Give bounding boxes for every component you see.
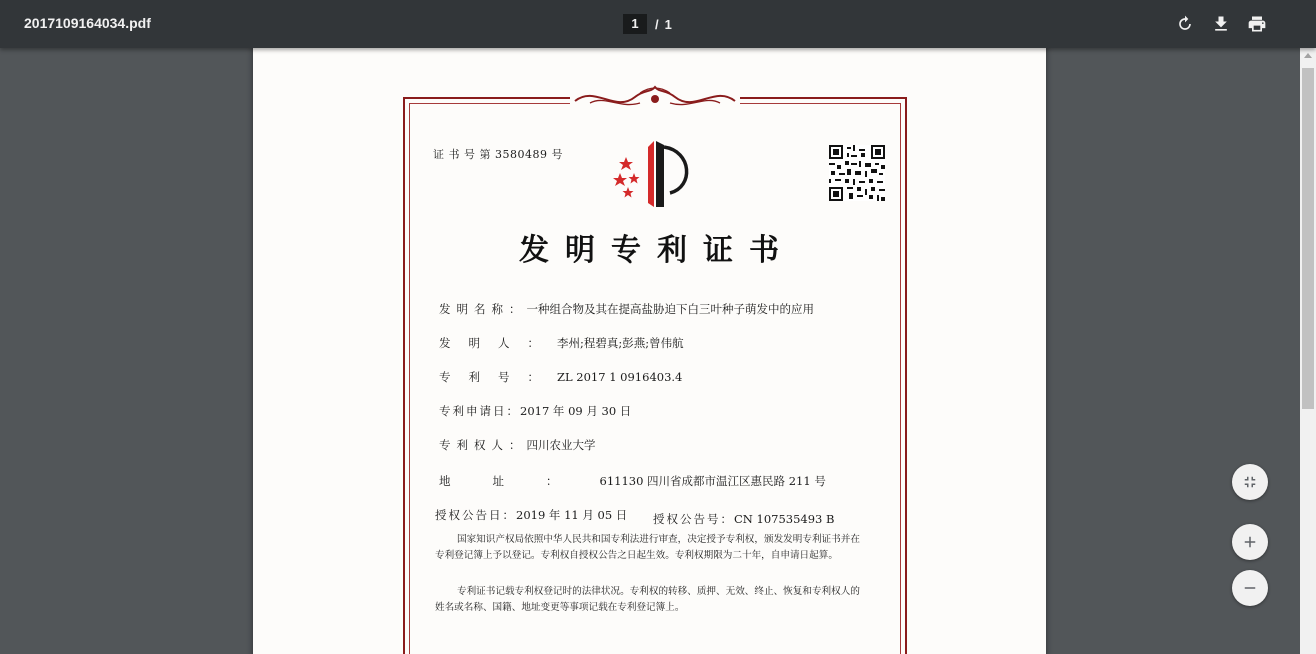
certificate-paragraph-2: 专利证书记载专利权登记时的法律状况。专利权的转移、质押、无效、终止、恢复和专利权人的姓名或名称、国籍、地址变更等事项记载在专利登记簿上。 [435,586,860,613]
field-application-date [439,403,631,419]
field-patent-number [439,369,682,385]
ornament-icon [570,83,740,115]
document-viewer[interactable] [0,48,1300,654]
field-label: 专利申请日： [439,404,520,418]
field-value: ZL 2017 1 0916403.4 [557,370,683,384]
certificate-title: 发明专利证书 [519,233,795,268]
print-button[interactable] [1245,12,1269,36]
zoom-in-button[interactable] [1232,524,1268,560]
patent-office-emblem-icon [612,137,702,209]
field-value: CN 107535493 B [734,512,835,526]
pdf-page [253,48,1046,654]
fit-page-icon [1241,473,1259,491]
field-value: 李州;程碧真;彭燕;曾伟航 [557,336,684,350]
certificate-frame [403,97,907,654]
download-button[interactable] [1209,12,1233,36]
page-separator: / [655,16,659,32]
field-label: 发明名称： [439,302,527,316]
field-grant-date [435,507,627,523]
rotate-button[interactable] [1173,12,1197,36]
field-grant-number [653,511,834,527]
field-label: 授权公告号： [653,512,734,526]
zoom-in-icon [1241,533,1259,551]
field-label: 专利权人： [439,438,527,452]
fit-page-button[interactable] [1232,464,1268,500]
field-value: 四川农业大学 [526,438,596,452]
field-inventors [439,335,684,351]
certificate-number: 证 书 号 第 3580489 号 [433,148,563,161]
file-title: 2017109164034.pdf [24,15,151,31]
field-label: 地址： [439,474,600,488]
scroll-up-arrow-icon[interactable] [1304,53,1312,58]
field-patentee [439,437,596,453]
certificate-paragraph-1: 国家知识产权局依照中华人民共和国专利法进行审查，决定授予专利权，颁发发明专利证书并在专利登记簿上予以登记。专利权自授权公告之日起生效。专利权期限为二十年，自申请日起算。 [435,534,860,561]
field-label: 发明人： [439,336,557,350]
vertical-scrollbar[interactable] [1300,48,1316,654]
zoom-out-button[interactable] [1232,570,1268,606]
field-value: 611130 四川省成都市温江区惠民路 211 号 [599,474,826,488]
field-label: 授权公告日： [435,508,516,522]
download-icon [1211,14,1231,34]
field-value: 2019 年 11 月 05 日 [516,508,628,522]
print-icon [1247,14,1267,34]
field-address [439,473,826,489]
field-value: 2017 年 09 月 30 日 [520,404,632,418]
pdf-toolbar [0,0,1316,48]
field-invention-name [439,301,814,317]
qr-code-icon [829,145,885,201]
rotate-icon [1175,14,1195,34]
page-indicator [623,14,672,34]
field-label: 专利号： [439,370,557,384]
zoom-out-icon [1241,579,1259,597]
field-value: 一种组合物及其在提高盐胁迫下白三叶种子萌发中的应用 [526,302,814,316]
total-pages: 1 [664,16,672,32]
scrollbar-thumb[interactable] [1302,68,1314,409]
current-page-input[interactable]: 1 [623,14,647,34]
